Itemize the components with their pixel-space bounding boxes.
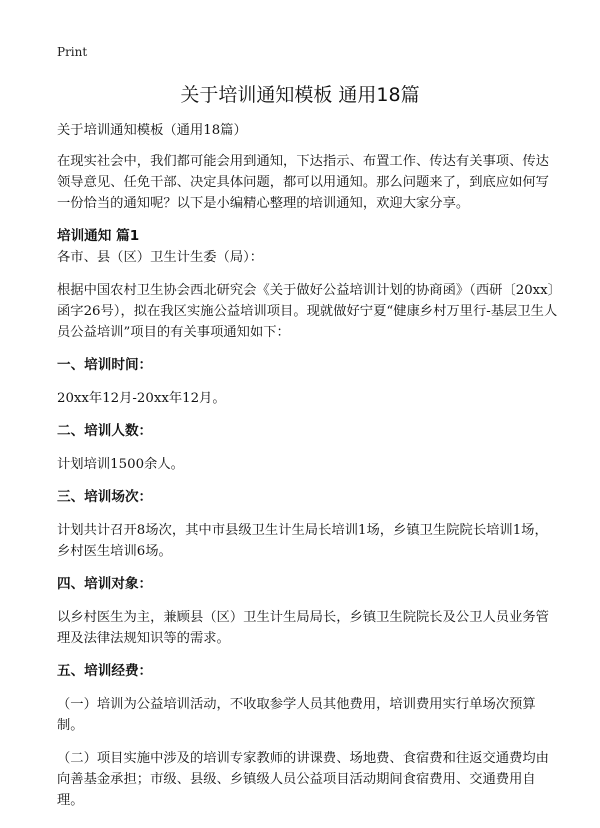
print-link[interactable]: Print	[57, 45, 88, 59]
item-heading: 五、培训经费：	[57, 663, 153, 679]
item-text: 计划共计召开8场次，其中市县级卫生计生局长培训1场，乡镇卫生院院长培训1场，乡村医生培训6场。	[57, 523, 548, 559]
section-title: 培训通知 篇1	[57, 228, 140, 244]
item-text: 计划培训1500余人。	[57, 457, 184, 472]
item-text: 以乡村医生为主，兼顾县（区）卫生计生局局长，乡镇卫生院院长及公卫人员业务管理及法律法规知识等的需求。	[57, 610, 549, 646]
extra-paragraph: （二）项目实施中涉及的培训专家教师的讲课费、场地费、食宿费和往返交通费均由向善基金承担；市级、县级、乡镇级人员公益项目活动期间食宿费用、交通费用自理。	[57, 751, 549, 808]
body-paragraph: 根据中国农村卫生协会西北研究会《关于做好公益培训计划的协商函》（西研〔20xx〕函字26号），拟在我区实施公益培训项目。现就做好宁夏“健康乡村万里行-基层卫生人员公益培训”项目的有关事项通知如下：	[57, 283, 558, 340]
item-text: （一）培训为公益培训活动，不收取参学人员其他费用，培训费用实行单场次预算制。	[57, 697, 536, 733]
salutation: 各市、县（区）卫生计生委（局）：	[57, 250, 264, 265]
item-heading: 二、培训人数：	[57, 423, 153, 439]
item-heading: 一、培训时间：	[57, 357, 153, 373]
item-text: 20xx年12月-20xx年12月。	[57, 391, 226, 406]
item-heading: 三、培训场次：	[57, 489, 153, 505]
document-title: 关于培训通知模板 通用18篇	[180, 84, 420, 106]
item-heading: 四、培训对象：	[57, 576, 153, 592]
intro-paragraph: 在现实社会中，我们都可能会用到通知，下达指示、布置工作、传达有关事项、传达领导意见、任免干部、决定具体问题，都可以用通知。那么问题来了，到底应如何写一份恰当的通知呢？以下是小编精心整理的培训通知，欢迎大家分享。	[57, 154, 549, 211]
document-subtitle: 关于培训通知模板（通用18篇）	[57, 123, 247, 138]
document-body	[57, 120, 558, 823]
